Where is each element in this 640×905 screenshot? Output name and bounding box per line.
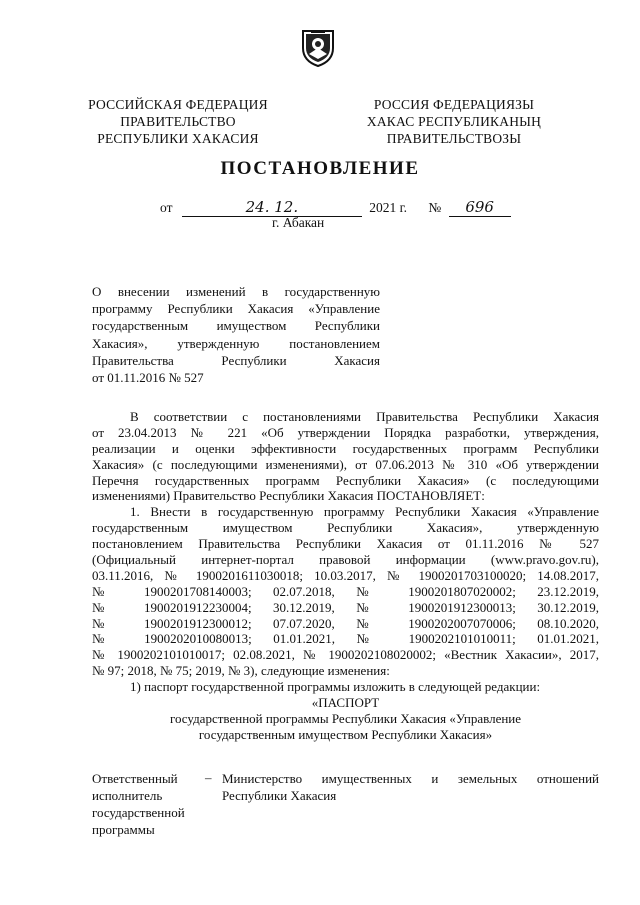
body-line: (Официальный интернет-портал правовой информации (www.pravo.gov.ru), bbox=[92, 552, 599, 568]
body-line: № 1900201912300012; 07.07.2020, № 1900202007070006; 08.10.2020, bbox=[92, 615, 599, 631]
passport-label-line: исполнитель bbox=[92, 788, 163, 803]
passport-value-line: Министерство имущественных и земельных отношений bbox=[222, 771, 599, 786]
body-line: Хакасия» (с последующими изменениями), от 07.06.2013 № 310 «Об утверждении bbox=[92, 456, 599, 472]
subject-line: от 01.11.2016 № 527 bbox=[92, 369, 204, 385]
body-line: от 23.04.2013 № 221 «Об утверждении Порядка разработки, утверждения, bbox=[92, 424, 599, 440]
body-line: постановлением Правительства Республики Хакасия от 01.11.2016 № 527 bbox=[92, 536, 599, 552]
subject-block bbox=[92, 283, 380, 386]
header-left-line: РОССИЙСКАЯ ФЕДЕРАЦИЯ bbox=[88, 97, 268, 112]
header-right-line: РОССИЯ ФЕДЕРАЦИЯЗЫ bbox=[373, 97, 535, 112]
body-line: 1. Внести в государственную программу Республики Хакасия «Управление bbox=[130, 504, 599, 520]
body-line: № 1900202010080013; 01.01.2021, № 1900202101010011; 01.01.2021, bbox=[92, 631, 599, 647]
body-text bbox=[92, 409, 599, 743]
number-value: 696 bbox=[465, 198, 494, 216]
body-line: 1) паспорт государственной программы изложить в следующей редакции: bbox=[130, 679, 541, 695]
header-left bbox=[82, 96, 274, 147]
subject-line: Правительства Республики Хакасия bbox=[92, 352, 380, 368]
passport-row-value bbox=[222, 770, 599, 804]
body-line: № 1900201912230004; 30.12.2019, № 1900201912300013; 30.12.2019, bbox=[92, 599, 599, 615]
passport-dash: – bbox=[205, 770, 212, 785]
passport-value-line: Республики Хакасия bbox=[222, 788, 337, 803]
subject-line: О внесении изменений в государственную bbox=[92, 284, 380, 299]
passport-label-line: Ответственный bbox=[92, 771, 178, 786]
passport-label-line: государственной bbox=[92, 805, 185, 820]
year-text: 2021 г. bbox=[369, 200, 407, 215]
passport-heading: «ПАСПОРТ bbox=[311, 695, 380, 711]
header-left-line: РЕСПУБЛИКИ ХАКАСИЯ bbox=[97, 131, 259, 146]
body-line: № 97; 2018, № 75; 2019, № 3), следующие изменения: bbox=[92, 663, 390, 679]
number-field bbox=[449, 198, 511, 217]
subject-line: государственным имуществом Республики bbox=[92, 318, 380, 334]
number-sign: № bbox=[428, 200, 442, 215]
coat-of-arms-emblem bbox=[300, 28, 336, 68]
passport-label-line: программы bbox=[92, 822, 155, 837]
header-right-line: ХАКАС РЕСПУБЛИКАНЫҢ bbox=[366, 114, 542, 129]
header-right-line: ПРАВИТЕЛЬСТВОЗЫ bbox=[386, 131, 522, 146]
date-number-line bbox=[160, 198, 511, 217]
body-line: № 1900201708140003; 02.07.2018, № 1900201807020002; 23.12.2019, bbox=[92, 583, 599, 599]
passport-subheading: государственной программы Республики Хакасия «Управление bbox=[169, 710, 522, 726]
body-line: реализации и оценки эффективности государственных программ Республики bbox=[92, 440, 599, 456]
body-line: 03.11.2016, № 1900201611030018; 10.03.2017, № 1900201703100020; 14.08.2017, bbox=[92, 567, 599, 583]
body-line: В соответствии с постановлениями Правительства Республики Хакасия bbox=[130, 409, 599, 424]
header-right bbox=[350, 96, 558, 147]
header-left-line: ПРАВИТЕЛЬСТВО bbox=[120, 114, 236, 129]
body-line: Перечня государственных программ Республики Хакасия» (с последующими bbox=[92, 472, 599, 488]
date-prefix: от bbox=[160, 200, 173, 215]
subject-line: Хакасия», утвержденную постановлением bbox=[92, 335, 380, 351]
city: г. Абакан bbox=[272, 215, 325, 230]
subject-line: программу Республики Хакасия «Управление bbox=[92, 301, 380, 317]
date-value: 24. 12. bbox=[245, 198, 299, 216]
body-line: государственным имуществом Республики Хакасия», утвержденную bbox=[92, 520, 599, 536]
body-line: № 1900202101010017; 02.08.2021, № 1900202108020002; «Вестник Хакасии», 2017, bbox=[92, 647, 599, 663]
passport-row-label bbox=[92, 770, 202, 838]
document-title: ПОСТАНОВЛЕНИЕ bbox=[220, 158, 420, 179]
body-line: изменениями) Правительство Республики Хакасия ПОСТАНОВЛЯЕТ: bbox=[92, 488, 485, 504]
passport-subheading: государственным имуществом Республики Хакасия» bbox=[198, 726, 493, 742]
